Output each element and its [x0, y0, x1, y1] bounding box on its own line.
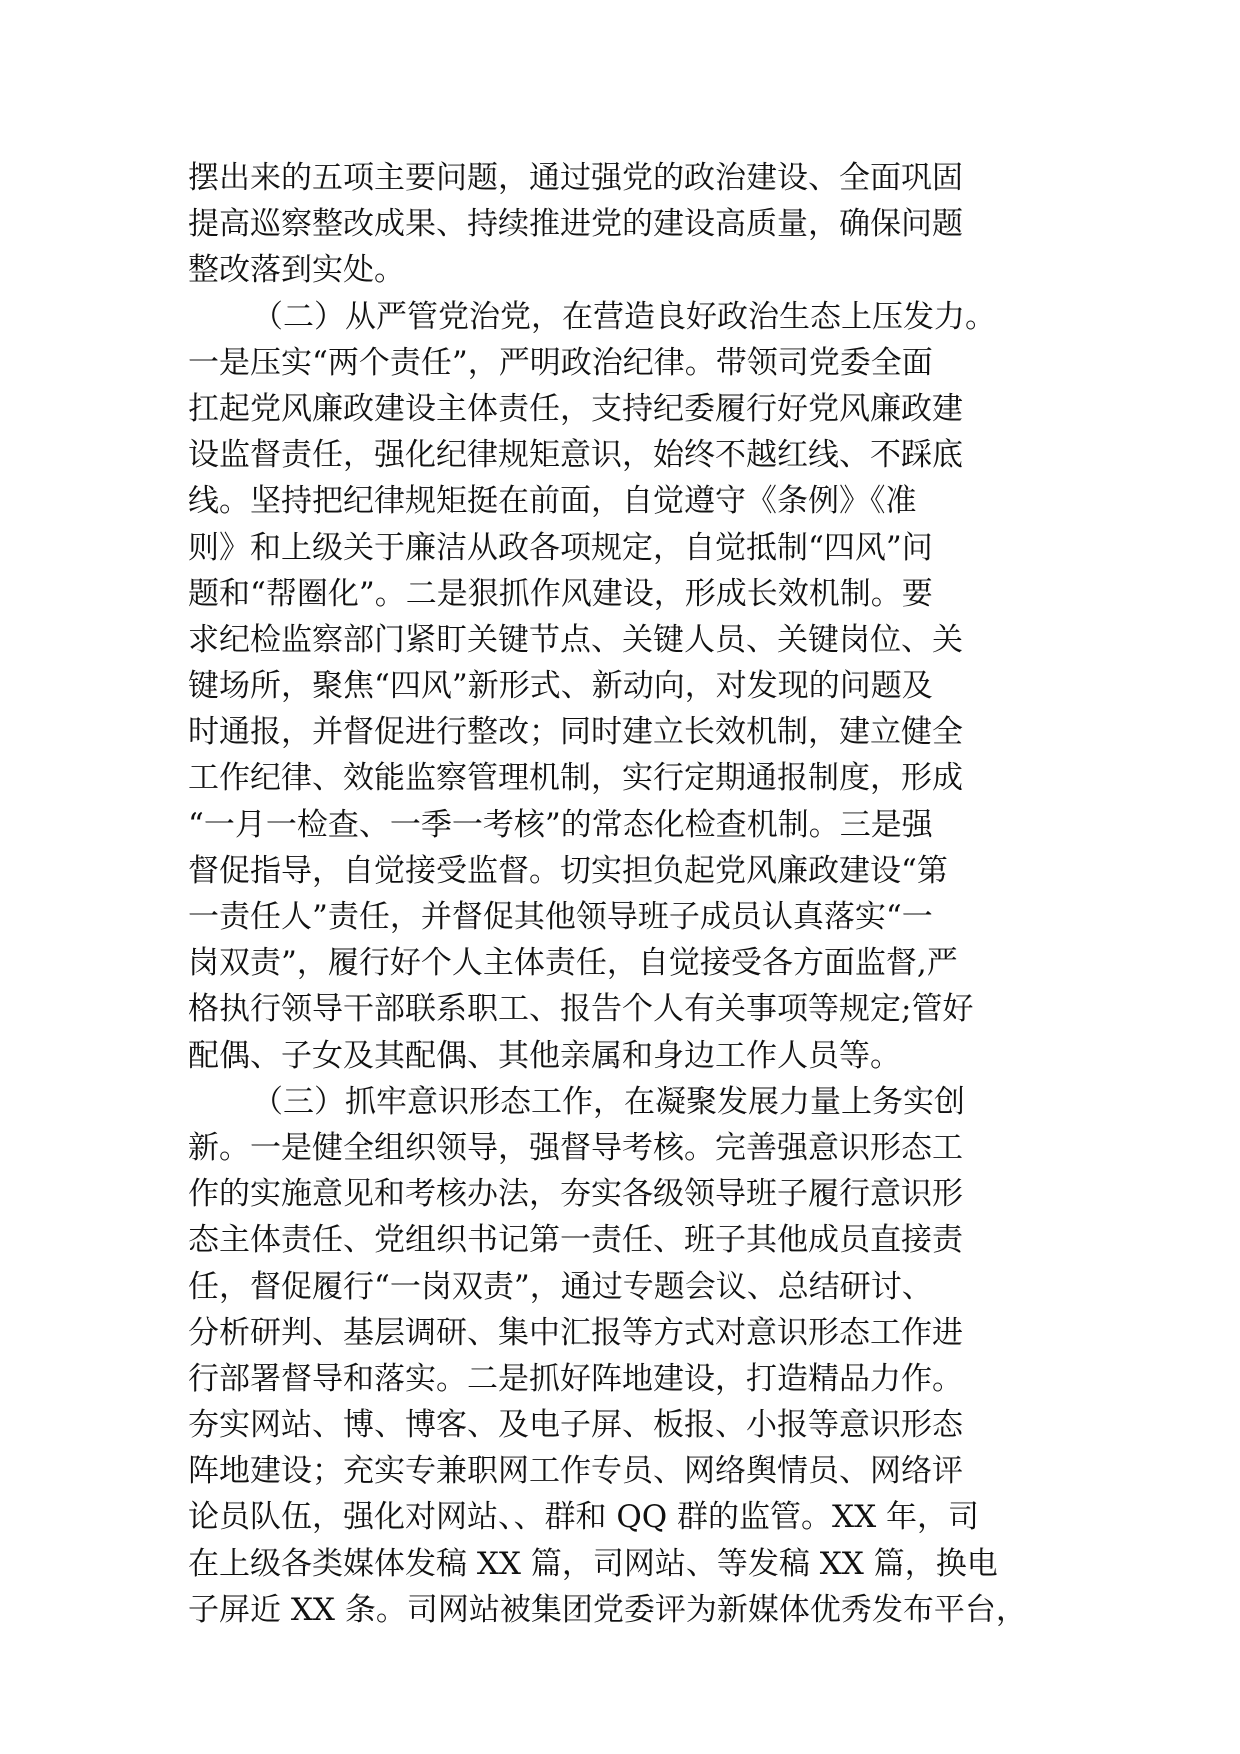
- text-line: “一月一检查、一季一考核”的常态化检查机制。三是强: [188, 806, 933, 843]
- text-line: 子屏近 XX 条。司网站被集团党委评为新媒体优秀发布平台，: [188, 1591, 1027, 1628]
- text-line: 题和“帮圈化”。二是狠抓作风建设，形成长效机制。要: [188, 575, 933, 612]
- text-line: 则》和上级关于廉洁从政各项规定，自觉抵制“四风”问: [188, 529, 933, 566]
- text-line: 工作纪律、效能监察管理机制，实行定期通报制度，形成: [188, 760, 963, 797]
- text-line: 新。一是健全组织领导，强督导考核。完善强意识形态工: [188, 1129, 963, 1166]
- text-line: 态主体责任、党组织书记第一责任、班子其他成员直接责: [188, 1222, 963, 1259]
- text-line: 夯实网站、博、博客、及电子屏、板报、小报等意识形态: [188, 1407, 963, 1444]
- text-line: 线。坚持把纪律规矩挺在前面，自觉遵守《条例》《准: [188, 483, 917, 520]
- text-line: 设监督责任，强化纪律规矩意识，始终不越红线、不踩底: [188, 437, 963, 474]
- text-line: 岗双责”，履行好个人主体责任，自觉接受各方面监督,严: [188, 945, 958, 982]
- text-line: 分析研判、基层调研、集中汇报等方式对意识形态工作进: [188, 1314, 963, 1351]
- text-line: 行部署督导和落实。二是抓好阵地建设，打造精品力作。: [188, 1360, 963, 1397]
- text-line: 阵地建设；充实专兼职网工作专员、网络舆情员、网络评: [188, 1453, 963, 1490]
- text-line: 督促指导，自觉接受监督。切实担负起党风廉政建设“第: [188, 852, 948, 889]
- text-line: 一责任人”责任，并督促其他领导班子成员认真落实“一: [188, 899, 933, 935]
- text-line: 配偶、子女及其配偶、其他亲属和身边工作人员等。: [188, 1037, 901, 1074]
- text-line: 任，督促履行“一岗双责”，通过专题会议、总结研讨、: [188, 1268, 933, 1305]
- text-line: 在上级各类媒体发稿 XX 篇，司网站、等发稿 XX 篇，换电: [188, 1545, 998, 1582]
- text-line: 键场所，聚焦“四风”新形式、新动向，对发现的问题及: [188, 668, 933, 705]
- text-line: 摆出来的五项主要问题，通过强党的政治建设、全面巩固: [188, 160, 963, 196]
- text-line: 作的实施意见和考核办法，夯实各级领导班子履行意识形: [188, 1176, 963, 1213]
- text-line: 格执行领导干部联系职工、报告个人有关事项等规定;管好: [188, 991, 974, 1028]
- section-heading-line: （三）抓牢意识形态工作，在凝聚发展力量上务实创: [252, 1083, 965, 1120]
- document-body: [188, 155, 1088, 1633]
- text-line: 提高巡察整改成果、持续推进党的建设高质量，确保问题: [188, 206, 963, 243]
- section-heading-line: （二）从严管党治党，在营造良好政治生态上压发力。: [252, 298, 996, 335]
- text-line: 扛起党风廉政建设主体责任，支持纪委履行好党风廉政建: [188, 390, 963, 427]
- text-line: 一是压实“两个责任”，严明政治纪律。带领司党委全面: [188, 344, 933, 381]
- text-line: 论员队伍，强化对网站、、群和 QQ 群的监管。XX 年，司: [188, 1499, 980, 1536]
- text-line: 求纪检监察部门紧盯关键节点、关键人员、关键岗位、关: [188, 621, 963, 658]
- text-line: 时通报，并督促进行整改；同时建立长效机制，建立健全: [188, 714, 963, 751]
- text-line: 整改落到实处。: [188, 252, 405, 289]
